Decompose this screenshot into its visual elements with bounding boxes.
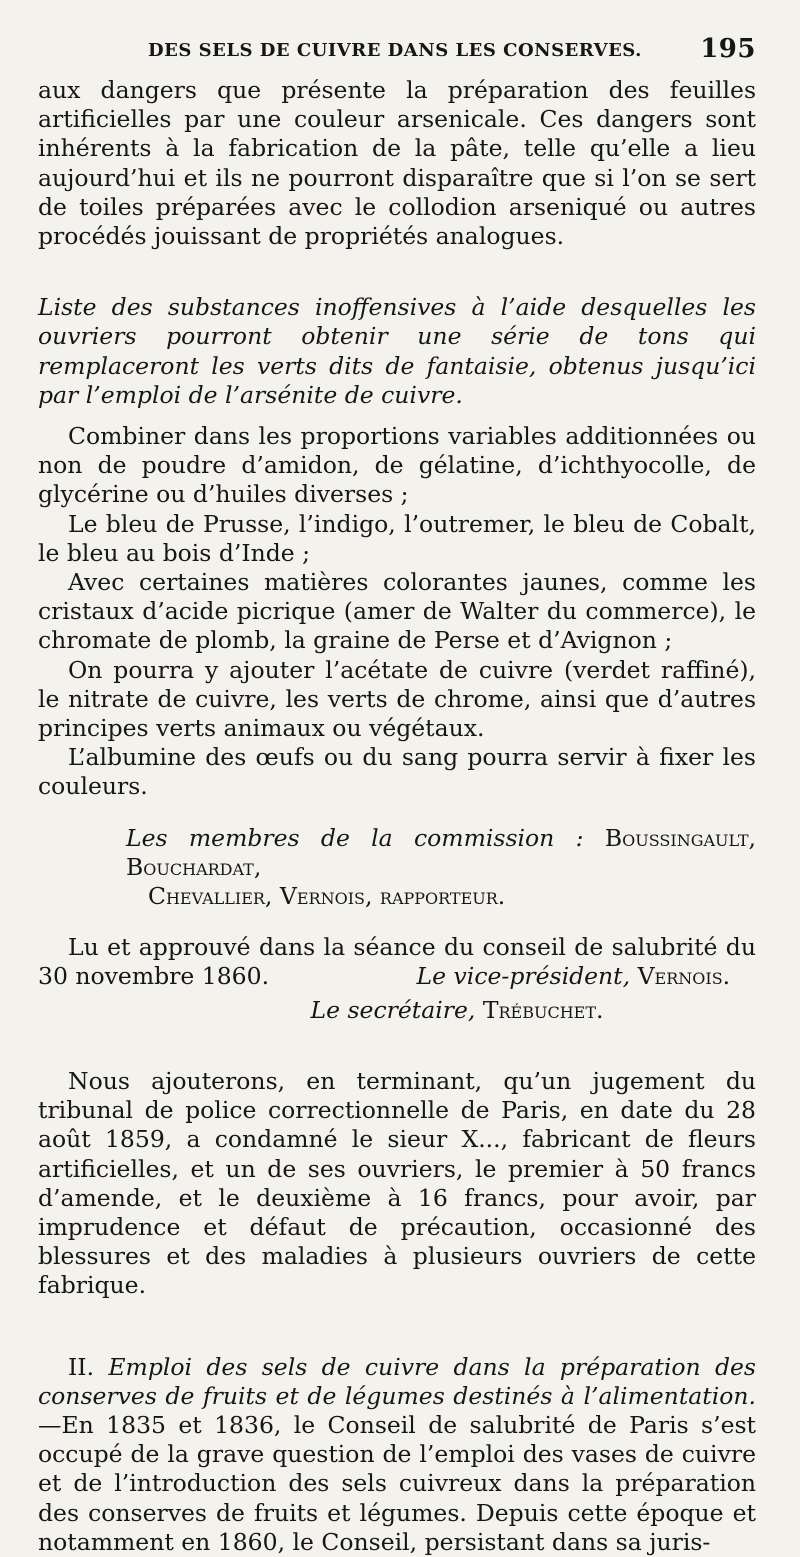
page-number: 195 [700,34,756,64]
section-ii-paragraph [38,1353,756,1557]
paragraph-bleu: Le bleu de Prusse, l’indigo, l’outremer, le bleu de Cobalt, le bleu au bois d’Inde ; [38,509,756,567]
running-head [38,34,756,68]
closing-paragraph: Nous ajouterons, en terminant, qu’un jugement du tribunal de police correctionnelle de Paris, en date du 28 août 1859, a condamné le sieur X..., fabricant de fleurs artificielles, et un de ses ouvriers, le premier à 50 francs d’amende, et le deuxième à 16 francs, pour avoir, par imprudence et défaut de précaution, occasionné des blessures et des maladies à plusieurs ouvriers de cette fabrique. [38,1066,756,1300]
paragraph-albumine: L’albumine des œufs ou du sang pourra servir à fixer les couleurs. [38,743,756,801]
vice-president-label: Le vice-président, [416,962,631,991]
approval-paragraph [38,933,756,991]
paragraph-jaunes: Avec certaines matières colorantes jaunes, comme les cristaux d’acide picrique (amer de Walter du commerce), le chromate de plomb, la graine de Perse et d’Avignon ; [38,568,756,655]
section-ii-number: II. [68,1352,95,1381]
section-ii-title: Emploi des sels de cuivre dans la préparation des conserves de fruits et de légumes destinés à l’alimentation. [38,1352,756,1410]
running-head-title: DES SELS DE CUIVRE DANS LES CONSERVES. [148,40,642,61]
secretary-line [38,996,756,1025]
secretary-label: Le secrétaire, [310,995,476,1024]
list-heading: Liste des substances inoffensives à l’aide desquelles les ouvriers pourront obtenir une série de tons qui remplaceront les verts dits de fantaisie, obtenus jusqu’ici par l’emploi de l’arsénite de cuivre. [38,293,756,409]
approval-text: Lu et approuvé dans la séance du conseil de salubrité du 30 novembre 1860. [38,933,756,991]
section-ii-dash: — [38,1410,62,1439]
paragraph-intro: aux dangers que présente la préparation des feuilles artificielles par une couleur arsenicale. Ces dangers sont inhérents à la fabrication de la pâte, telle qu’elle a lieu aujourd’hui et ils ne pourront disparaître que si l’on se sert de toiles préparées avec le collodion arseniqué ou autres procédés jouissant de propriétés analogues. [38,76,756,251]
signature-names-1: Boussingault, Bouchardat, [126,823,756,881]
paragraph-combiner: Combiner dans les proportions variables additionnées ou non de poudre d’amidon, de gélatine, d’ichthyocolle, de glycérine ou d’huiles diverses ; [38,422,756,509]
secretary-name: Trébuchet. [482,995,604,1024]
commission-signature [38,824,756,912]
paragraph-acetate: On pourra y ajouter l’acétate de cuivre (verdet raffiné), le nitrate de cuivre, les verts de chrome, ainsi que d’autres principes verts animaux ou végétaux. [38,655,756,743]
vice-president-name: Vernois. [637,962,731,991]
signature-names-2: Chevallier, Vernois, rapporteur. [148,882,506,911]
signature-label: Les membres de la commission : [126,823,584,852]
section-ii-text: En 1835 et 1836, le Conseil de salubrité de Paris s’est occupé de la grave question de l’emploi des vases de cuivre et de l’introduction des sels cuivreux dans la préparation des conserves de fruits et légumes. Depuis cette époque et notamment en 1860, le Conseil, persistant dans sa juris- [38,1410,756,1556]
